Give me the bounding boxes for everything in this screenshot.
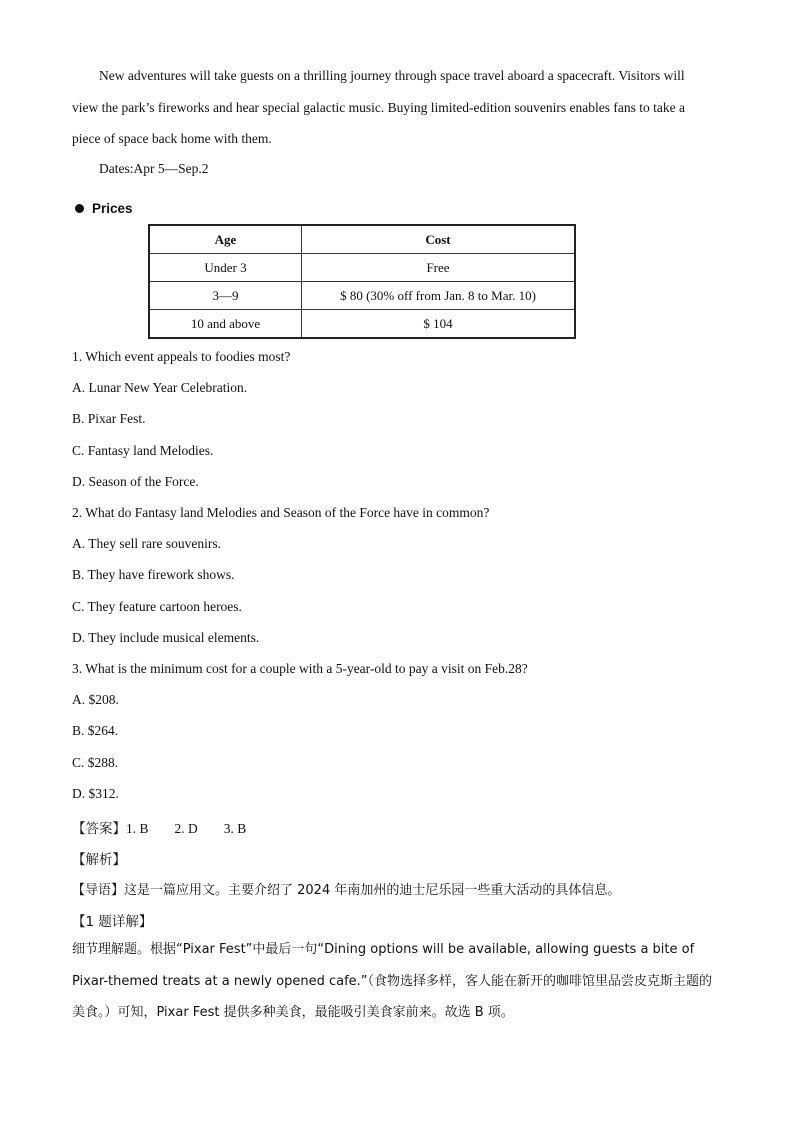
question-option: B. $264. [72,723,119,738]
passage-paragraph: New adventures will take guests on a thrilling journey through space travel aboard a spacecraft. Visitors will view the park’s fireworks and hear special galactic music. Buying limited-edition souvenirs enables fans to take a piece of space back home with them. [72,68,685,146]
passage-dates: Dates:Apr 5—Sep.2 [99,161,209,176]
answer-item: 2. D [174,821,198,836]
question-stem: 2. What do Fantasy land Melodies and Season of the Force have in common? [72,505,490,520]
question-stem: 3. What is the minimum cost for a couple with a 5-year-old to pay a visit on Feb.28? [72,661,528,676]
question-option: D. Season of the Force. [72,474,199,489]
question-option: C. They feature cartoon heroes. [72,599,242,614]
question-option: C. $288. [72,755,119,770]
table-cell-cost: $ 104 [302,310,576,339]
table-cell-cost: Free [302,254,576,282]
answer-item: 3. B [223,821,247,836]
prices-table [148,224,576,339]
table-cell-age: 3—9 [149,282,302,310]
bullet-icon [75,204,84,213]
answer-label: 【答案】 [72,821,126,837]
prices-heading: Prices [75,201,133,216]
question-option: A. They sell rare souvenirs. [72,536,221,551]
table-header-age: Age [149,225,302,254]
table-row [149,282,575,310]
table-row [149,310,575,339]
table-cell-age: 10 and above [149,310,302,339]
table-cell-cost: $ 80 (30% off from Jan. 8 to Mar. 10) [302,282,576,310]
question-option: A. Lunar New Year Celebration. [72,380,248,395]
question-stem: 1. Which event appeals to foodies most? [72,349,291,364]
question-option: C. Fantasy land Melodies. [72,443,214,458]
analysis-label: 【解析】 [72,852,126,868]
question-option: B. Pixar Fest. [72,411,146,426]
table-header-row [149,225,575,254]
table-row [149,254,575,282]
table-cell-age: Under 3 [149,254,302,282]
analysis-detail-label: 【1 题详解】 [72,914,153,930]
answer-item: 1. B [126,821,149,836]
analysis-intro: 【导语】这是一篇应用文。主要介绍了 2024 年南加州的迪士尼乐园一些重大活动的具体信息。 [72,883,621,898]
question-option: D. $312. [72,786,119,801]
question-option: A. $208. [72,692,119,707]
question-option: B. They have firework shows. [72,567,235,582]
table-header-cost: Cost [302,225,576,254]
analysis-detail: 细节理解题。根据“Pixar Fest”中最后一句“Dining options will be available, allowing guests a bite of Pixar-themed treats at a newly opened cafe.”（食物选择多样，客人能在新开的咖啡馆里品尝皮克斯主题的美食。）可知，Pixar Fest 提供多种美食，最能吸引美食家前来。故选 B 项。 [72,942,713,1020]
answer-line [72,817,246,837]
question-option: D. They include musical elements. [72,630,260,645]
